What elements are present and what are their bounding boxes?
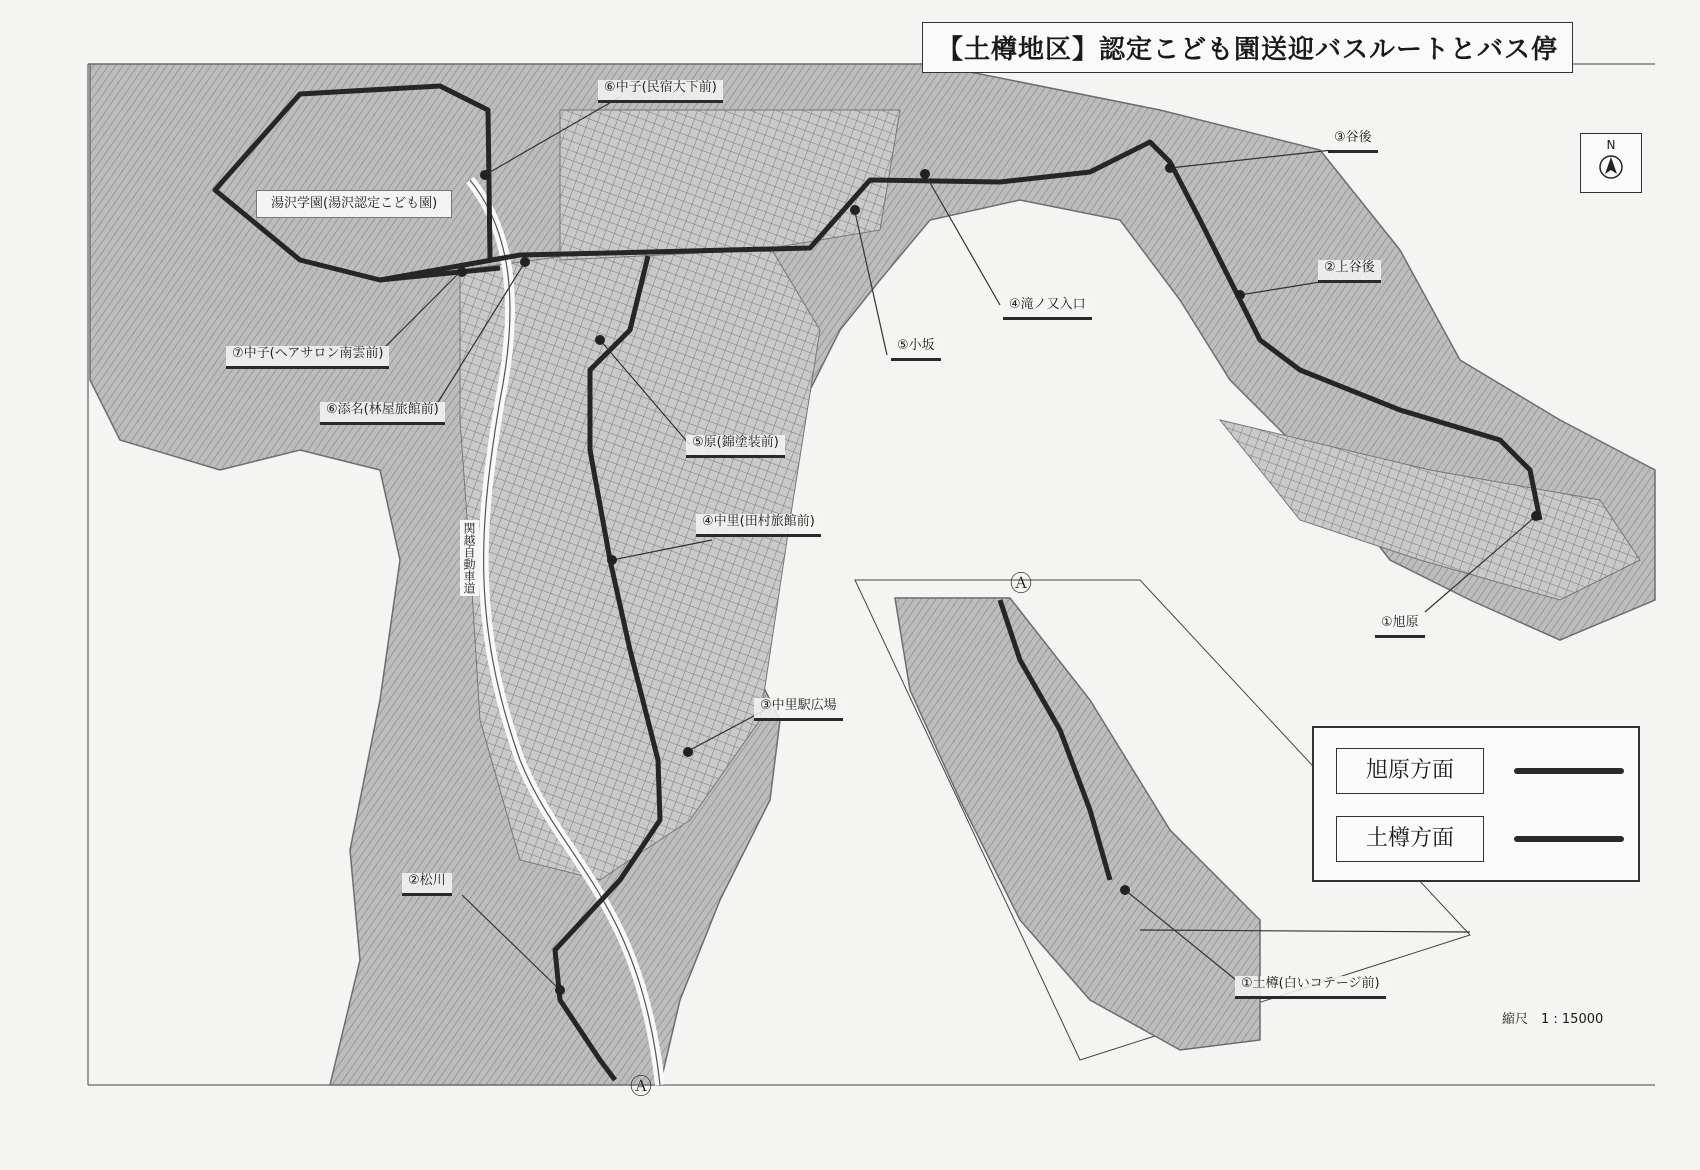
stop-label-2-kamitanigo: ②上谷後 — [1318, 260, 1381, 283]
marker-a-main: Ⓐ — [630, 1075, 653, 1100]
stop-label-2-matsukawa: ②松川 — [402, 873, 452, 896]
legend-asahara-line — [1514, 768, 1624, 774]
inset-terrain — [895, 598, 1260, 1050]
stop-label-4-nakazato: ④中里(田村旅館前) — [696, 514, 821, 537]
scale-text: 縮尺 1 : 15000 — [1502, 1012, 1604, 1027]
stop-label-1-tsuchitaru: ①土樽(白いコテージ前) — [1235, 976, 1386, 999]
north-arrow — [1580, 133, 1642, 193]
legend-asahara-label: 旭原方面 — [1336, 748, 1484, 794]
expressway-label: 関越自動車道 — [460, 520, 479, 596]
stop-label-3-tanigo: ③谷後 — [1328, 130, 1378, 153]
stop-label-1-asahara: ①旭原 — [1375, 615, 1425, 638]
marker-a-inset: Ⓐ — [1010, 572, 1033, 597]
compass-icon — [1596, 152, 1626, 182]
school-label: 湯沢学園(湯沢認定こども園) — [256, 190, 452, 218]
legend-tsuchitaru-line — [1514, 836, 1624, 842]
stop-label-7-nakago-hair: ⑦中子(ヘアサロン南雲前) — [226, 346, 389, 369]
map-title: 【土樽地区】認定こども園送迎バスルートとバス停 — [922, 22, 1573, 73]
north-label: N — [1606, 138, 1616, 152]
stop-label-6-nakago-minshuku: ⑥中子(民宿大下前) — [598, 80, 723, 103]
legend — [1312, 726, 1640, 882]
stop-label-3-nakazato-station: ③中里駅広場 — [754, 698, 843, 721]
stop-label-5-hara: ⑤原(錦塗装前) — [686, 435, 785, 458]
legend-tsuchitaru-label: 土樽方面 — [1336, 816, 1484, 862]
stop-label-6-soena: ⑥添名(林屋旅館前) — [320, 402, 445, 425]
stop-label-5-kosaka: ⑤小坂 — [891, 338, 941, 361]
stop-label-4-takinomata: ④滝ノ又入口 — [1003, 297, 1092, 320]
